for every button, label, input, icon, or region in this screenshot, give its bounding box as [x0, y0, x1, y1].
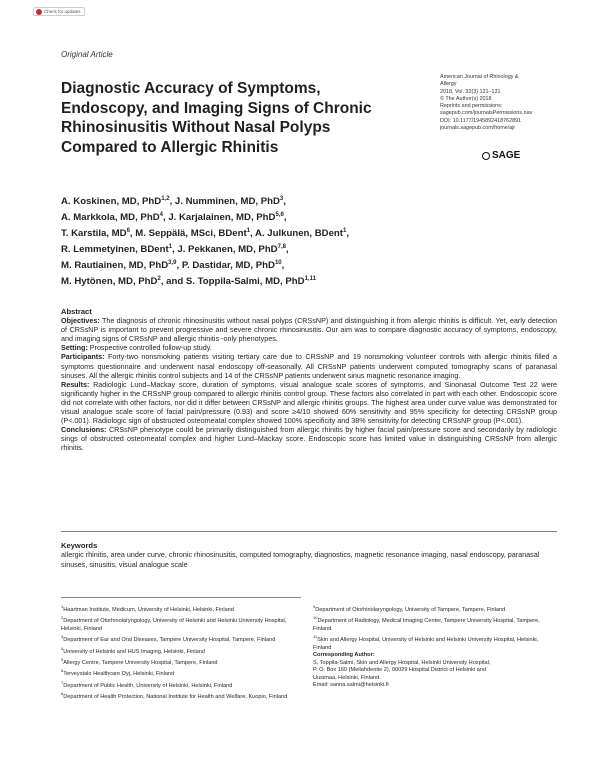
- affiliation: $^{11}$Skin and Allergy Hospital, University of Helsinki and Helsinki University Hospital, Helsinki, Finland: [313, 634, 539, 651]
- permissions-link[interactable]: sagepub.com/journalsPermissions.nav: [440, 110, 533, 117]
- affiliation: $^5$Allergy Centre, Tampere University Hospital, Tampere, Finland: [61, 656, 218, 666]
- author-line: R. Lemmetyinen, BDent$^1$, J. Pekkanen, MD, PhD$^{7,8}$,: [61, 244, 289, 256]
- author-line: M. Hytönen, MD, PhD$^2$, and S. Toppila-Salmi, MD, PhD$^{1,11}$: [61, 276, 316, 288]
- journal-copyright: © The Author(s) 2018: [440, 95, 492, 102]
- author-line: T. Karstila, $MD^6$, M. Seppälä, MSci, BDent$^1$, A. Julkunen, BDent$^1$,: [61, 228, 349, 240]
- divider: [61, 531, 557, 532]
- keywords: [61, 541, 557, 569]
- sage-logo-icon: [482, 152, 490, 160]
- affiliation: $^8$Department of Health Protection, National Institute for Health and Welfare, Kuopio, Finland: [61, 691, 288, 700]
- abstract-conclusions: Conclusions: CRSsNP phenotype could be primarily distinguished from allergic rhinitis by higher facial pain/pressure score and secondarily by radiologic sings of obstructed osteomeatal complex and higher Lund–Mackay score. Endoscopic score has limited value in distinguishing CRSsNP from allergic rhinitis.: [61, 425, 558, 453]
- footnote-divider: [61, 597, 301, 598]
- affiliation: $^{10}$Department of Radiology, Medical Imaging Center, Tampere University Hospital, Tampere, Finland: [313, 615, 540, 632]
- author-line: A. Markkola, MD, PhD$^4$, J. Karjalainen, MD, PhD$^{5,6}$,: [61, 212, 287, 224]
- journal-volume: 2018, Vol. 32(3) 121–131: [440, 88, 501, 95]
- corresponding-author-label: Corresponding Author:: [313, 652, 375, 659]
- journal-info: [440, 74, 552, 132]
- article-type: Original Article: [61, 50, 113, 59]
- affiliation: $^4$University of Helsinki and HUS Imaging, Helsinki, Finland: [61, 645, 205, 655]
- keywords-text: allergic rhinitis, area under curve, chronic rhinosinusitis, computed tomography, diagnostics, magnetic resonance imaging, nasal endoscopy, paranasal sinuses, sinusitis, visual analogue scale: [61, 550, 540, 569]
- publisher-name: SAGE: [492, 150, 521, 161]
- journal-name-1: American Journal of Rhinology &: [440, 74, 519, 80]
- paper-title: Diagnostic Accuracy of Symptoms, Endoscopy, and Imaging Signs of Chronic Rhinosinusitis Without Nasal Polyps Compared to Allergic Rhinitis: [61, 80, 372, 156]
- journal-reprints: Reprints and permissions:: [440, 103, 503, 110]
- abstract-heading: Abstract: [61, 307, 92, 316]
- corresponding-line: P. O. Box 160 (Meilahdentie 2), 00029 Hospital District of Helsinki and: [313, 667, 487, 674]
- journal-name-2: Allergy: [440, 81, 457, 88]
- affiliation: $^9$Department of Otorhinolaryngology, University of Tampere, Tampere, Finland: [313, 604, 506, 613]
- journal-home-link[interactable]: journals.sagepub.com/home/ajr: [440, 125, 516, 132]
- abstract-participants: Participants: Forty-two nonsmoking patients visiting tertiary care due to CRSsNP and 19 nonsmoking volunteer controls with allergic rhinitis filled a symptoms questionnaire and underwent nasal endoscopy off-seasonally. All CRSsNP patients underwent computed tomography scans of paranasal sinuses. All the allergic rhinitis control subjects and 14 of the CRSsNP patients underwent sinus magnetic resonance imaging.: [61, 352, 557, 380]
- abstract-results: Results: Radiologic Lund–Mackay score, duration of symptoms, visual analogue scale scores of symptoms, and Sinonasal Outcome Test 22 were significantly higher in the CRSsNP group compared to allergic rhinitis control group. These factors also correlated in part with each other. Endoscopic score did not correlate with other factors, nor did it differ between CRSsNP and allergic rhinitis groups. The highest area under curve value was demonstrated for visual analogue scale score of facial pain/pressure (0.93) and score ≥4/10 showed 60% sensitivity and 95% specificity for detecting CRSsNP group (P<.001). Radiologic sign of obstructed osteomeatal complex showed 100% specificity and 38% sensitivity for detecting CRSsNP group (P<.001).: [61, 379, 558, 426]
- update-icon: [36, 9, 42, 15]
- affiliation: $^3$Department of Ear and Oral Diseases, Tampere University Hospital, Tampere, Finland: [61, 634, 276, 644]
- corresponding-line: Uusimaa, Helsinki, Finland.: [313, 674, 381, 681]
- corresponding-line: S. Toppila-Salmi, Skin and Allergy Hospital, Helsinki University Hospital,: [313, 659, 491, 666]
- author-line: M. Rautiainen, MD, PhD$^{3,9}$, P. Dastidar, MD, PhD$^{10}$,: [61, 260, 285, 272]
- badge-label: Check for updates: [44, 9, 81, 14]
- affiliations-left: [61, 603, 306, 701]
- affiliation: $^6$Terveystalo Healthcare Oyj, Helsinki, Finland: [61, 668, 175, 678]
- abstract-objectives: Objectives: The diagnosis of chronic rhinosinusitis without nasal polyps (CRSsNP) and distinguishing it from allergic rhinitis is difficult. Yet, early detection of CRSsNP is important to prevent progressive and severe chronic rhinosinusitis. Our aim was to compare diagnostic accuracy of symptoms, endoscopy, and imaging signs of CRSsNP and allergic rhinitis -only phenotypes.: [61, 316, 557, 344]
- affiliation: $^7$Department of Public Health, University of Helsinki, Helsinki, Finland: [61, 679, 233, 689]
- affiliations-right: [313, 603, 558, 690]
- abstract: [61, 307, 557, 453]
- abstract-setting: Setting: Prospective controlled follow-up study.: [61, 343, 212, 353]
- affiliation: $^1$Haartman Institute, Medicum, University of Helsinki, Helsinki, Finland: [61, 604, 234, 613]
- corresponding-email[interactable]: Email: sanna.salmi@helsinki.fi: [313, 682, 389, 689]
- check-for-updates-badge[interactable]: [33, 7, 85, 16]
- keywords-heading: Keywords: [61, 541, 98, 550]
- affiliation: $^2$Department of Otorhinolaryngology, University of Helsinki and Helsinki University Hospital, Helsinki, Finland: [61, 615, 287, 632]
- doi[interactable]: DOI: 10.1177/1945892418762891: [440, 117, 522, 124]
- author-line: A. Koskinen, MD, PhD$^{1,2}$, J. Numminen, MD, PhD$^3$,: [61, 196, 286, 208]
- publisher-logo: [482, 150, 520, 161]
- author-list: [61, 193, 541, 290]
